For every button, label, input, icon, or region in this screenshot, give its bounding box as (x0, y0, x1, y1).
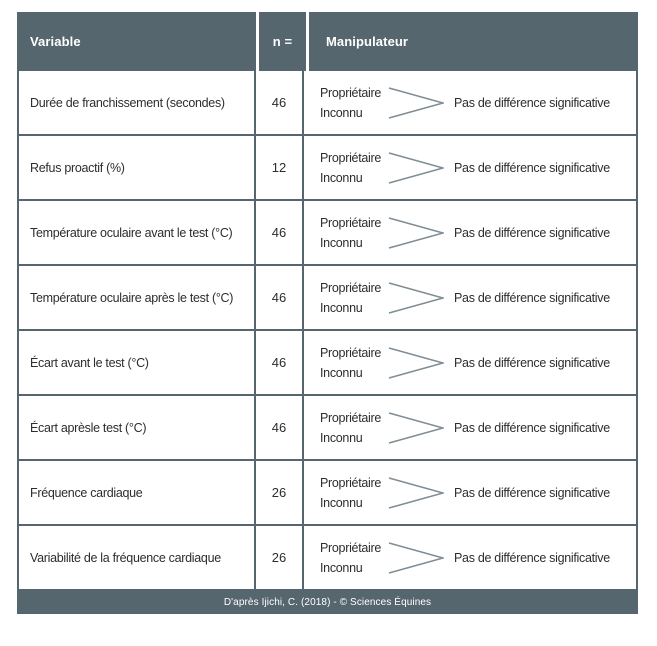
result-label: Pas de différence significative (454, 420, 610, 435)
n-cell: 26 (256, 461, 304, 524)
group-owner-label: Propriétaire (320, 475, 382, 490)
group-unknown-label: Inconnu (320, 495, 363, 510)
comparison-chevron-icon (388, 541, 444, 575)
group-owner-label: Propriétaire (320, 150, 382, 165)
group-unknown-label: Inconnu (320, 170, 363, 185)
group-labels (320, 83, 381, 123)
group-labels (320, 343, 381, 383)
result-label: Pas de différence significative (454, 225, 610, 240)
table-row (19, 396, 636, 461)
header-manipulator: Manipulateur (309, 12, 638, 71)
table-row (19, 201, 636, 266)
header-variable: Variable (17, 12, 256, 71)
comparison-chevron-icon (388, 346, 444, 380)
variable-cell: Refus proactif (%) (19, 136, 256, 199)
group-labels (320, 148, 381, 188)
table-row (19, 266, 636, 331)
variable-cell: Écart avant le test (°C) (19, 331, 256, 394)
result-label: Pas de différence significative (454, 95, 610, 110)
group-owner-label: Propriétaire (320, 85, 382, 100)
table-footer (17, 591, 638, 614)
table-header-row (17, 12, 638, 71)
variable-cell: Température oculaire avant le test (°C) (19, 201, 256, 264)
comparison-chevron-icon (388, 216, 444, 250)
manipulator-cell (304, 461, 636, 524)
group-unknown-label: Inconnu (320, 430, 363, 445)
table-row (19, 71, 636, 136)
group-unknown-label: Inconnu (320, 300, 363, 315)
n-cell: 46 (256, 396, 304, 459)
source-credit: D'après Ijichi, C. (2018) - © Sciences Équines (223, 597, 432, 608)
comparison-chevron-icon (388, 86, 444, 120)
group-unknown-label: Inconnu (320, 105, 363, 120)
result-label: Pas de différence significative (454, 485, 610, 500)
manipulator-cell (304, 331, 636, 394)
manipulator-cell (304, 136, 636, 199)
n-cell: 46 (256, 71, 304, 134)
table-body (17, 71, 638, 591)
n-cell: 46 (256, 331, 304, 394)
n-cell: 46 (256, 201, 304, 264)
group-unknown-label: Inconnu (320, 235, 363, 250)
table-row (19, 526, 636, 591)
comparison-chevron-icon (388, 151, 444, 185)
manipulator-cell (304, 201, 636, 264)
table-row (19, 461, 636, 526)
comparison-chevron-icon (388, 281, 444, 315)
table-row (19, 331, 636, 396)
results-table (17, 12, 638, 614)
variable-cell: Variabilité de la fréquence cardiaque (19, 526, 256, 589)
header-n: n = (259, 12, 306, 71)
group-owner-label: Propriétaire (320, 280, 382, 295)
manipulator-cell (304, 396, 636, 459)
variable-cell: Fréquence cardiaque (19, 461, 256, 524)
group-owner-label: Propriétaire (320, 345, 382, 360)
n-cell: 26 (256, 526, 304, 589)
manipulator-cell (304, 71, 636, 134)
manipulator-cell (304, 526, 636, 589)
comparison-chevron-icon (388, 476, 444, 510)
variable-cell: Durée de franchissement (secondes) (19, 71, 256, 134)
result-label: Pas de différence significative (454, 290, 610, 305)
group-owner-label: Propriétaire (320, 540, 382, 555)
group-labels (320, 278, 381, 318)
manipulator-cell (304, 266, 636, 329)
variable-cell: Température oculaire après le test (°C) (19, 266, 256, 329)
result-label: Pas de différence significative (454, 355, 610, 370)
group-labels (320, 213, 381, 253)
comparison-chevron-icon (388, 411, 444, 445)
group-labels (320, 538, 381, 578)
result-label: Pas de différence significative (454, 550, 610, 565)
group-labels (320, 408, 381, 448)
n-cell: 46 (256, 266, 304, 329)
n-cell: 12 (256, 136, 304, 199)
result-label: Pas de différence significative (454, 160, 610, 175)
group-owner-label: Propriétaire (320, 410, 382, 425)
group-owner-label: Propriétaire (320, 215, 382, 230)
group-unknown-label: Inconnu (320, 560, 363, 575)
variable-cell: Écart aprèsle test (°C) (19, 396, 256, 459)
group-labels (320, 473, 381, 513)
table-row (19, 136, 636, 201)
group-unknown-label: Inconnu (320, 365, 363, 380)
